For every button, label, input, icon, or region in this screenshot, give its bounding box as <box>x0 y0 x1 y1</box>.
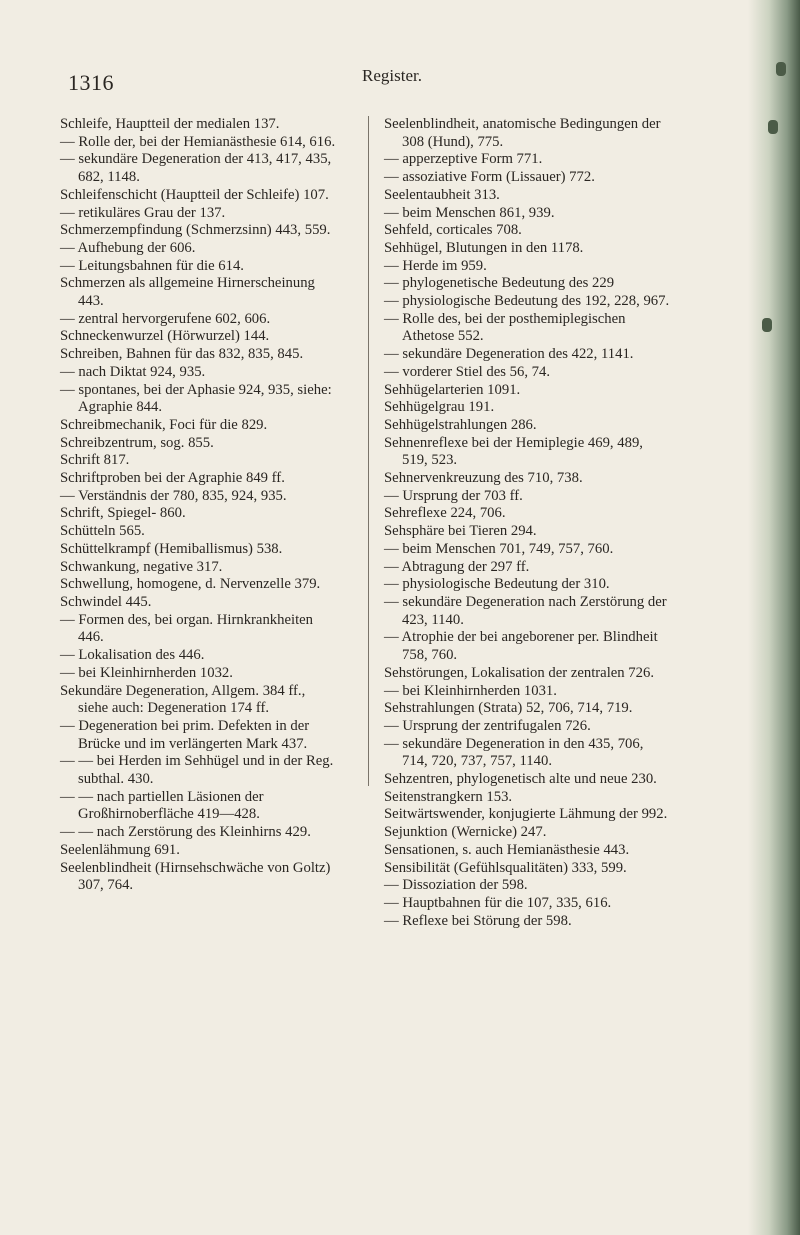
index-entry: — — nach Zerstörung des Kleinhirns 429. <box>60 824 311 841</box>
index-entry: Sekundäre Degeneration, Allgem. 384 ff., siehe auch: Degeneration 174 ff. <box>60 682 306 717</box>
index-entry: — Hauptbahnen für die 107, 335, 616. <box>384 894 612 911</box>
index-entry: — sekundäre Degeneration des 422, 1141. <box>384 346 634 363</box>
index-entry: Sensationen, s. auch Hemianästhesie 443. <box>384 841 630 858</box>
index-entry: — Atrophie der bei angeborener per. Blindheit 758, 760. <box>384 629 658 664</box>
index-entry: — Reflexe bei Störung der 598. <box>384 912 572 929</box>
index-entry: — phylogenetische Bedeutung des 229 <box>384 275 615 292</box>
index-entry: — zentral hervorgerufene 602, 606. <box>60 310 271 327</box>
edge-mark <box>776 62 786 76</box>
index-entry: Schreiben, Bahnen für das 832, 835, 845. <box>60 346 304 363</box>
index-entry: Seelentaubheit 313. <box>384 186 500 203</box>
index-entry: Sehhügelarterien 1091. <box>384 381 521 398</box>
index-entry: Sehnenreflexe bei der Hemiplegie 469, 489, 519, 523. <box>384 434 643 469</box>
index-entry: Schreibmechanik, Foci für die 829. <box>60 416 268 433</box>
index-entry: — spontanes, bei der Aphasie 924, 935, siehe: Agraphie 844. <box>60 381 332 416</box>
index-column-left <box>60 116 336 895</box>
index-entry: Sehsphäre bei Tieren 294. <box>384 523 537 540</box>
index-entry: — beim Menschen 701, 749, 757, 760. <box>384 540 614 557</box>
index-entry: — Rolle der, bei der Hemianästhesie 614, 616. <box>60 133 336 150</box>
index-entry: Schreibzentrum, sog. 855. <box>60 434 214 451</box>
index-entry: Schmerzen als allgemeine Hirnerscheinung 443. <box>60 275 315 310</box>
index-entry: — Degeneration bei prim. Defekten in der Brücke und im verlängerten Mark 437. <box>60 717 310 752</box>
index-entry: — beim Menschen 861, 939. <box>384 204 555 221</box>
index-entry: Schwindel 445. <box>60 593 152 610</box>
index-entry: — physiologische Bedeutung des 192, 228, 967. <box>384 293 670 310</box>
index-entry: — Verständnis der 780, 835, 924, 935. <box>60 487 287 504</box>
page-edge-shadow <box>748 0 800 1235</box>
index-entry: — Ursprung der 703 ff. <box>384 487 523 504</box>
index-entry: — Leitungsbahnen für die 614. <box>60 257 244 274</box>
index-entry: Schneckenwurzel (Hörwurzel) 144. <box>60 328 270 345</box>
index-entry: — Rolle des, bei der posthemiplegischen Athetose 552. <box>384 310 626 345</box>
index-entry: Schrift 817. <box>60 452 130 469</box>
index-entry: — Herde im 959. <box>384 257 487 274</box>
index-entry: Seelenblindheit (Hirnsehschwäche von Goltz) 307, 764. <box>60 859 331 894</box>
index-entry: Sehreflexe 224, 706. <box>384 505 506 522</box>
index-entry: Sehnervenkreuzung des 710, 738. <box>384 470 583 487</box>
index-entry: — physiologische Bedeutung der 310. <box>384 576 610 593</box>
index-entry: — Lokalisation des 446. <box>60 647 205 664</box>
index-entry: — Aufhebung der 606. <box>60 239 196 256</box>
index-entry: — sekundäre Degeneration der 413, 417, 435, 682, 1148. <box>60 151 332 186</box>
index-entry: Sehhügelstrahlungen 286. <box>384 416 537 433</box>
running-title: Register. <box>362 66 422 85</box>
index-entry: Sehstörungen, Lokalisation der zentralen 726. <box>384 664 655 681</box>
index-entry: Schütteln 565. <box>60 523 145 540</box>
column-divider <box>368 116 369 786</box>
index-entry: — sekundäre Degeneration in den 435, 706, 714, 720, 737, 757, 1140. <box>384 735 644 770</box>
index-entry: — assoziative Form (Lissauer) 772. <box>384 169 595 186</box>
index-entry: Seelenblindheit, anatomische Bedingungen der 308 (Hund), 775. <box>384 116 661 150</box>
index-entry: Sehstrahlungen (Strata) 52, 706, 714, 719. <box>384 700 633 717</box>
index-entry: Sehhügel, Blutungen in den 1178. <box>384 239 584 256</box>
index-entry: Sejunktion (Wernicke) 247. <box>384 824 547 841</box>
index-entry: — nach Diktat 924, 935. <box>60 363 206 380</box>
index-entry: — — nach partiellen Läsionen der Großhirnoberfläche 419—428. <box>60 788 264 823</box>
index-column-right <box>384 116 671 930</box>
index-entry: — Formen des, bei organ. Hirnkrankheiten 446. <box>60 611 314 646</box>
index-entry: Sehfeld, corticales 708. <box>384 222 522 239</box>
index-entry: — apperzeptive Form 771. <box>384 151 543 168</box>
index-entry: Schmerzempfindung (Schmerzsinn) 443, 559. <box>60 222 331 239</box>
page-number: 1316 <box>68 70 114 95</box>
index-entry: Sensibilität (Gefühlsqualitäten) 333, 599. <box>384 859 627 876</box>
index-entry: Schleife, Hauptteil der medialen 137. <box>60 116 280 132</box>
index-entry: — bei Kleinhirnherden 1031. <box>384 682 557 699</box>
index-entry: — vorderer Stiel des 56, 74. <box>384 363 551 380</box>
index-entry: Seelenlähmung 691. <box>60 841 180 858</box>
index-entry: — retikuläres Grau der 137. <box>60 204 226 221</box>
index-entry: Schriftproben bei der Agraphie 849 ff. <box>60 470 285 487</box>
edge-mark <box>762 318 772 332</box>
index-entry: — — bei Herden im Sehhügel und in der Reg. subthal. 430. <box>60 753 334 788</box>
index-entry: Sehhügelgrau 191. <box>384 399 495 416</box>
index-entry: Schwankung, negative 317. <box>60 558 223 575</box>
index-entry: Seitwärtswender, konjugierte Lähmung der 992. <box>384 806 668 823</box>
index-entry: — Dissoziation der 598. <box>384 877 528 894</box>
index-entry: Schrift, Spiegel- 860. <box>60 505 186 522</box>
index-entry: — sekundäre Degeneration nach Zerstörung der 423, 1140. <box>384 593 667 628</box>
index-entry: — bei Kleinhirnherden 1032. <box>60 664 233 681</box>
index-entry: — Ursprung der zentrifugalen 726. <box>384 717 591 734</box>
index-entry: Schleifenschicht (Hauptteil der Schleife) 107. <box>60 186 329 203</box>
index-entry: Sehzentren, phylogenetisch alte und neue 230. <box>384 771 657 788</box>
index-entry: — Abtragung der 297 ff. <box>384 558 530 575</box>
index-entry: Seitenstrangkern 153. <box>384 788 513 805</box>
edge-mark <box>768 120 778 134</box>
index-entry: Schüttelkrampf (Hemiballismus) 538. <box>60 540 283 557</box>
index-entry: Schwellung, homogene, d. Nervenzelle 379. <box>60 576 321 593</box>
